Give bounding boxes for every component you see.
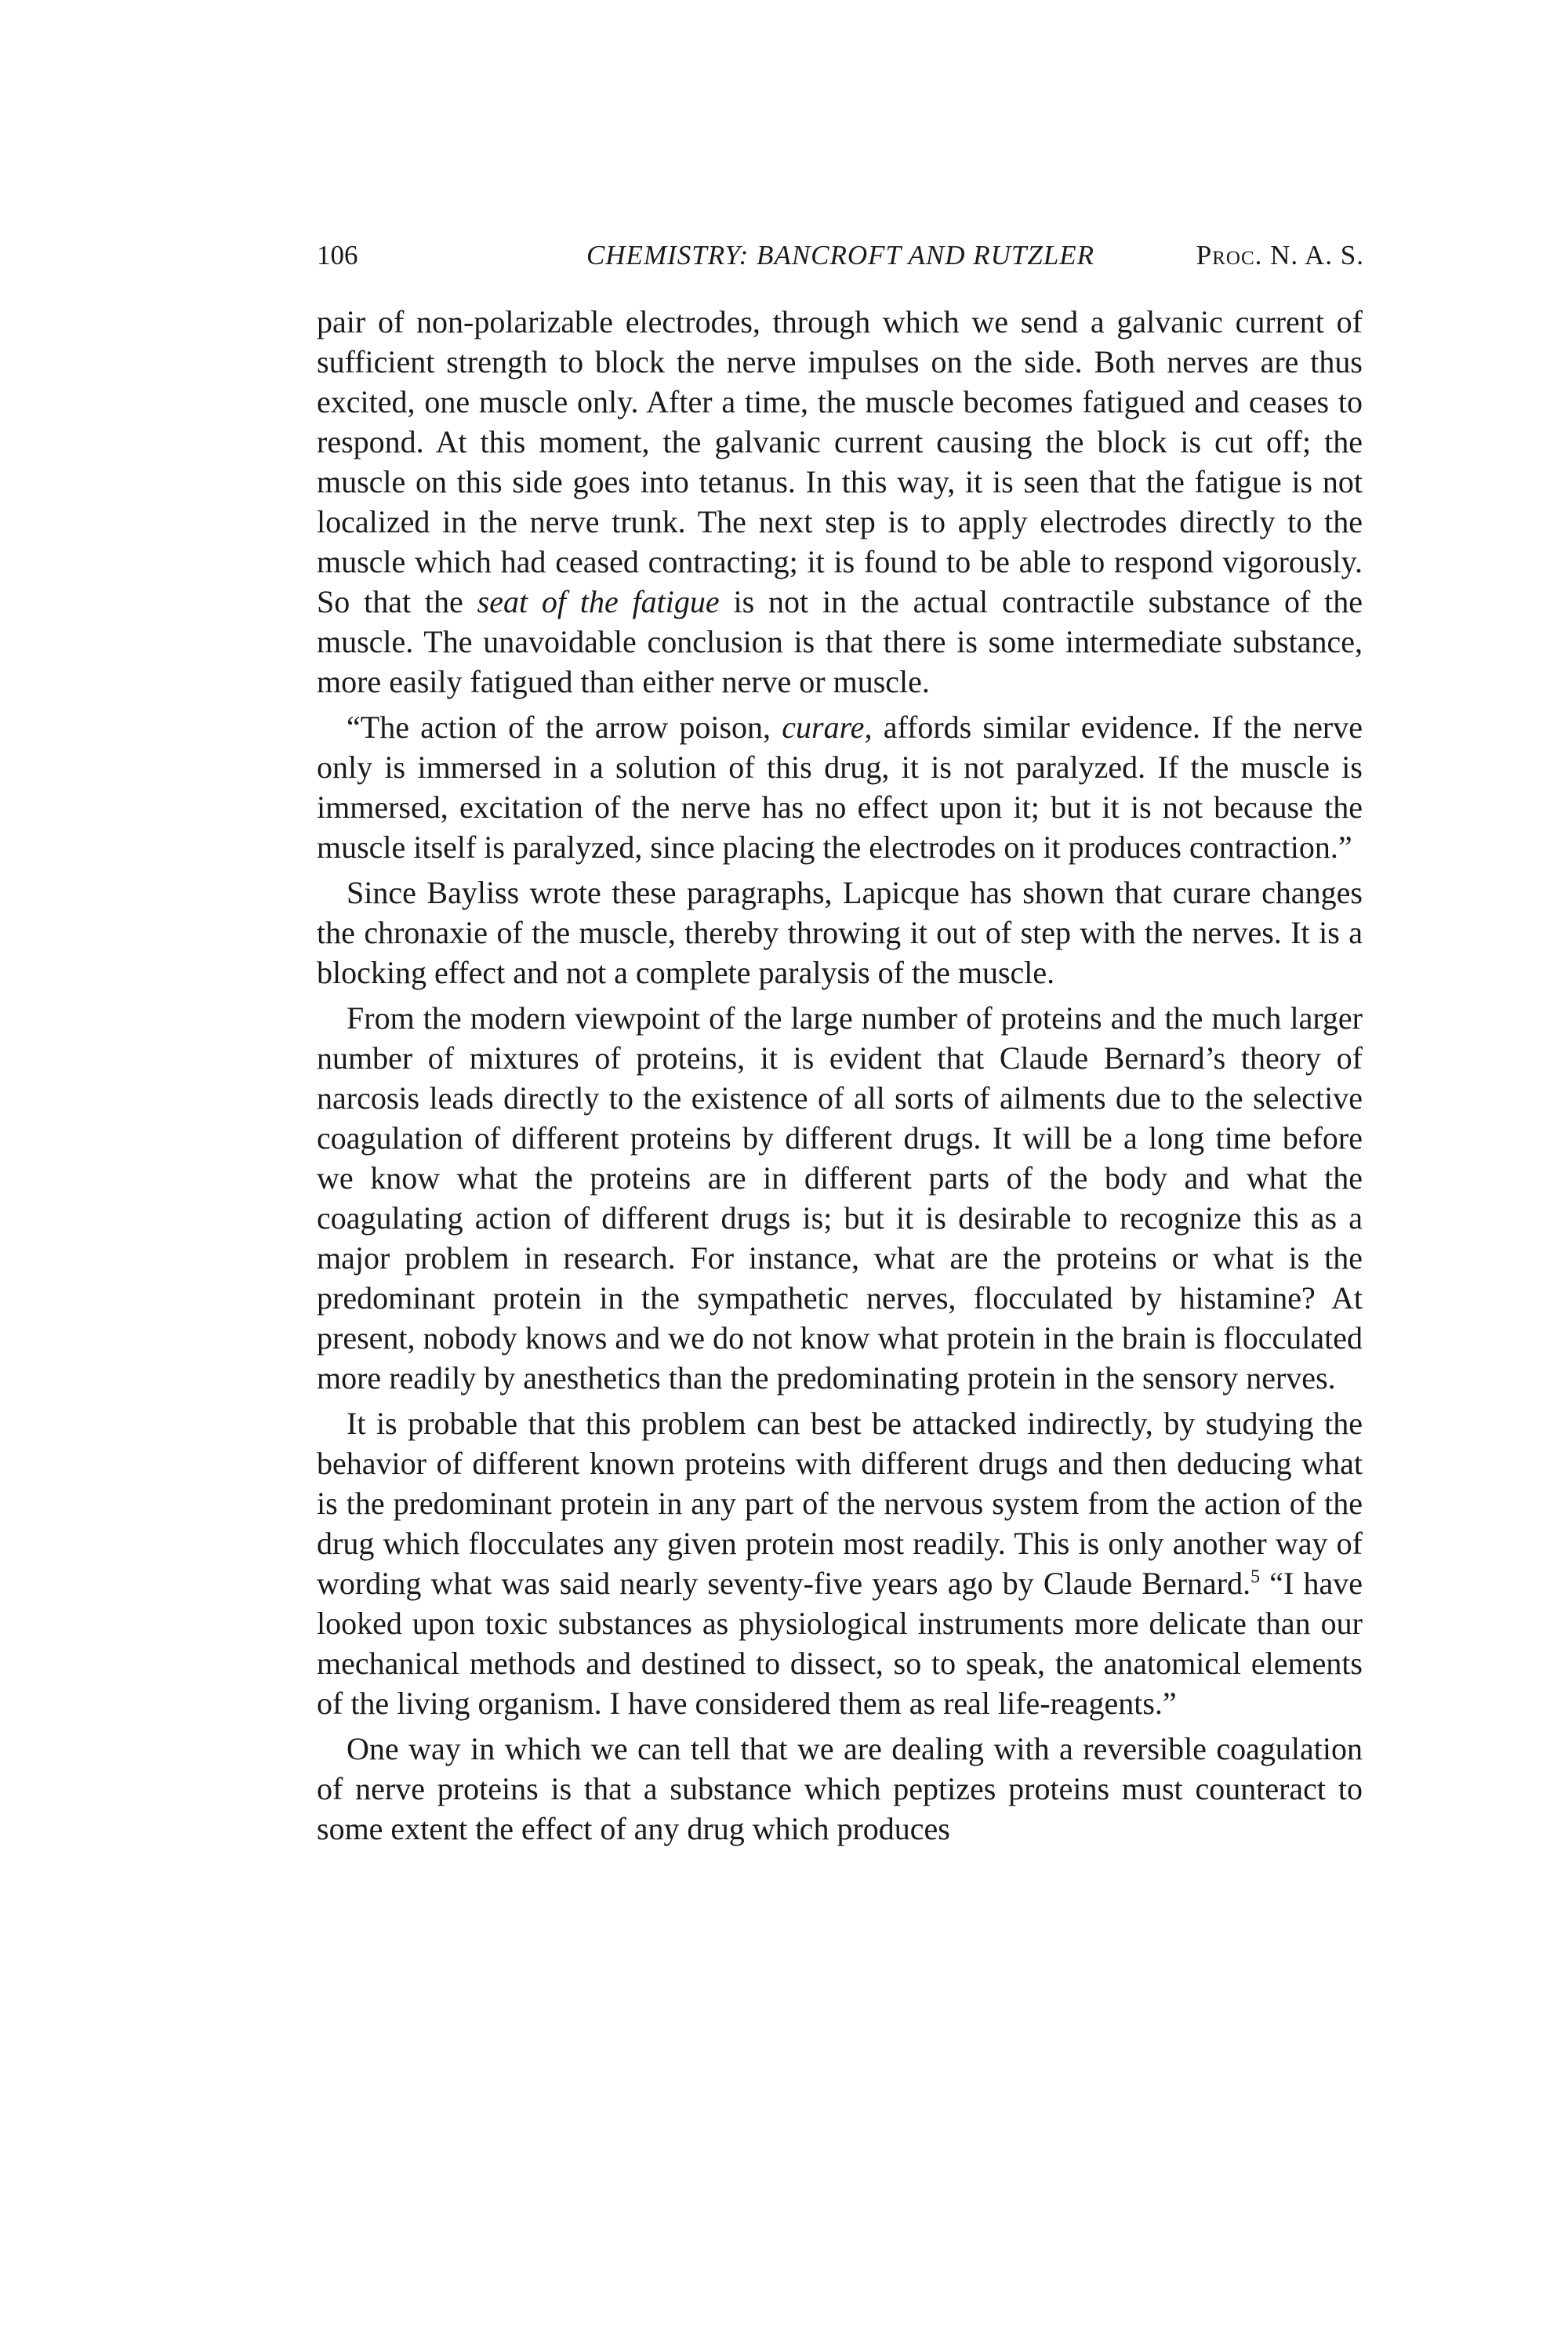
- paragraph-quote-curare: [317, 707, 1363, 867]
- article-body: [317, 302, 1363, 1854]
- paragraph-continuation: [317, 302, 1363, 702]
- paragraph-modern-viewpoint: From the modern viewpoint of the large number of proteins and the much larger number of mixtures of proteins, it is evident that Claude Bernard’s theory of narcosis leads directly to the existence of all sorts of ailments due to the selective coagulation of different proteins by different drugs. It will be a long time before we know what the proteins are in different parts of the body and what the coagulating action of different drugs is; but it is desirable to recognize this as a major problem in research. For instance, what are the proteins or what is the predominant protein in the sympathetic nerves, flocculated by histamine? At present, nobody knows and we do not know what protein in the brain is flocculated more readily by anesthetics than the predominating protein in the sensory nerves.: [317, 1000, 1363, 1396]
- italic-term: curare,: [782, 710, 873, 745]
- paragraph-text: affords similar evidence. If the nerve only is immersed in a solution of this drug, it is not paralyzed. If the muscle is immersed, excitation of the nerve has no effect upon it; but it is not because the muscle itself is paralyzed, since placing the electrodes on it produces contraction.”: [317, 710, 1363, 865]
- paragraph-text: is not in the actual contractile substance of the muscle. The unavoidable conclusion is that there is some intermediate substance, more easily fatigued than either nerve or muscle.: [317, 584, 1363, 699]
- paragraph-reversible-coagulation: One way in which we can tell that we are dealing with a reversible coagulation of nerve proteins is that a substance which peptizes proteins must counteract to some extent the effect of any drug which produces: [317, 1731, 1363, 1846]
- page-number: 106: [317, 240, 358, 270]
- paragraph-text: It is probable that this problem can best be attacked indirectly, by studying the behavior of different known proteins with different drugs and then deducing what is the predominant protein in any part of the nervous system from the action of the drug which flocculates any given protein most readily. This is only another way of wording what was said nearly seventy-five years ago by Claude Bernard.: [317, 1406, 1363, 1601]
- running-title: CHEMISTRY: BANCROFT AND RUTZLER: [586, 240, 1095, 270]
- running-head: [317, 234, 1364, 278]
- paragraph-text: “I have looked upon toxic substances as physiological instruments more delicate than our mechanical methods and destined to dissect, so to speak, the anatomical elements of the living organism. I have considered them as real life-reagents.”: [317, 1566, 1363, 1721]
- footnote-reference: 5: [1250, 1566, 1261, 1588]
- paragraph-text: “The action of the arrow poison,: [347, 710, 771, 745]
- paragraph-text: pair of non-polarizable electrodes, through which we send a galvanic current of sufficient strength to block the nerve impulses on the side. Both nerves are thus excited, one muscle only. After a time, the muscle becomes fatigued and ceases to respond. At this moment, the galvanic current causing the block is cut off; the muscle on this side goes into tetanus. In this way, it is seen that the fatigue is not localized in the nerve trunk. The next step is to apply electrodes directly to the muscle which had ceased contracting; it is found to be able to respond vigorously. So that the: [317, 304, 1363, 619]
- journal-abbreviation: Proc. N. A. S.: [1196, 240, 1364, 270]
- paragraph-attack-indirectly: [317, 1403, 1363, 1723]
- italic-phrase: seat of the fatigue: [477, 584, 720, 619]
- paragraph-bayliss: Since Bayliss wrote these paragraphs, Lapicque has shown that curare changes the chronaxie of the muscle, thereby throwing it out of step with the nerves. It is a blocking effect and not a complete paralysis of the muscle.: [317, 875, 1363, 990]
